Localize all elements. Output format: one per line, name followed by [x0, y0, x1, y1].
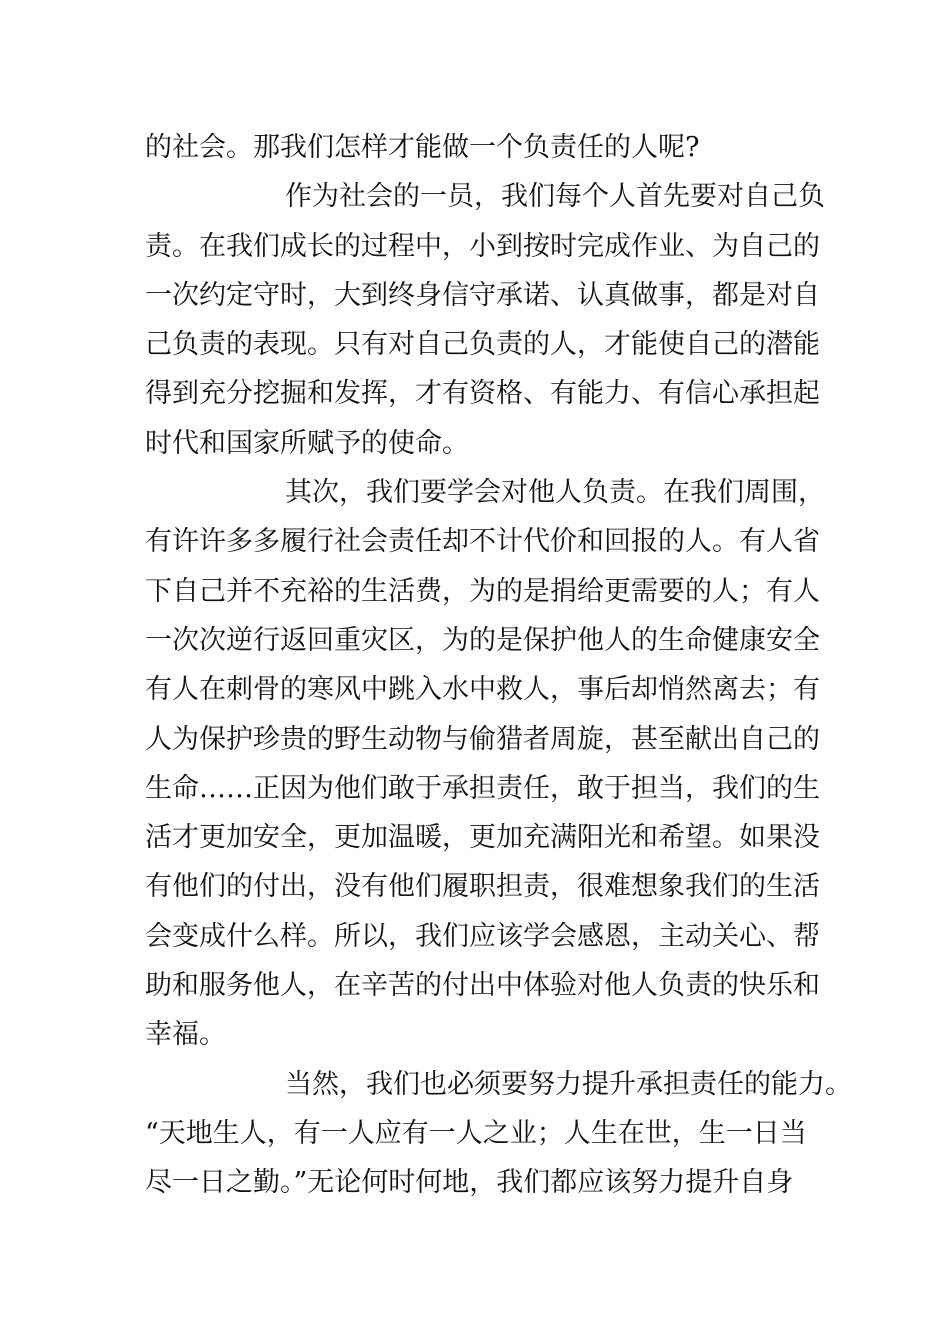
text-line: 有许许多多履行社会责任却不计代价和回报的人。有人省 — [145, 526, 820, 558]
text-line: 尽一日之勤。”无论何时何地，我们都应该努力提升自身 — [145, 1167, 794, 1199]
text-line: 责。在我们成长的过程中，小到按时完成作业、为自己的 — [145, 230, 820, 262]
text-line: 活才更加安全，更加温暖，更加充满阳光和希望。如果没 — [145, 822, 820, 854]
text-line: 有人在刺骨的寒风中跳入水中救人，事后却悄然离去；有 — [145, 674, 820, 706]
text-line: 己负责的表现。只有对自己负责的人，才能使自己的潜能 — [145, 329, 820, 361]
text-line: 一次次逆行返回重灾区，为的是保护他人的生命健康安全 — [145, 624, 820, 656]
text-line: 作为社会的一员，我们每个人首先要对自己负 — [285, 181, 825, 213]
text-line: 当然，我们也必须要努力提升承担责任的能力。 — [285, 1068, 852, 1100]
text-line: 时代和国家所赋予的使命。 — [145, 427, 469, 459]
text-line: 下自己并不充裕的生活费，为的是捐给更需要的人；有人 — [145, 575, 820, 607]
text-line: 一次约定守时，大到终身信守承诺、认真做事，都是对自 — [145, 279, 820, 311]
text-line: “天地生人，有一人应有一人之业；人生在世，生一日当 — [145, 1117, 807, 1149]
text-line: 会变成什么样。所以，我们应该学会感恩，主动关心、帮 — [145, 920, 820, 952]
text-line: 其次，我们要学会对他人负责。在我们周围， — [285, 477, 825, 509]
text-line: 得到充分挖掘和发挥，才有资格、有能力、有信心承担起 — [145, 378, 820, 410]
text-line: 助和服务他人，在辛苦的付出中体验对他人负责的快乐和 — [145, 970, 820, 1002]
text-line: 的社会。那我们怎样才能做一个负责任的人呢? — [145, 132, 700, 163]
text-line: 人为保护珍贵的野生动物与偷猎者周旋，甚至献出自己的 — [145, 723, 820, 755]
text-line: 幸福。 — [145, 1019, 226, 1051]
text-line: 生命……正因为他们敢于承担责任，敢于担当，我们的生 — [145, 772, 820, 804]
body-text — [145, 128, 852, 1213]
text-line: 有他们的付出，没有他们履职担责，很难想象我们的生活 — [145, 871, 820, 903]
